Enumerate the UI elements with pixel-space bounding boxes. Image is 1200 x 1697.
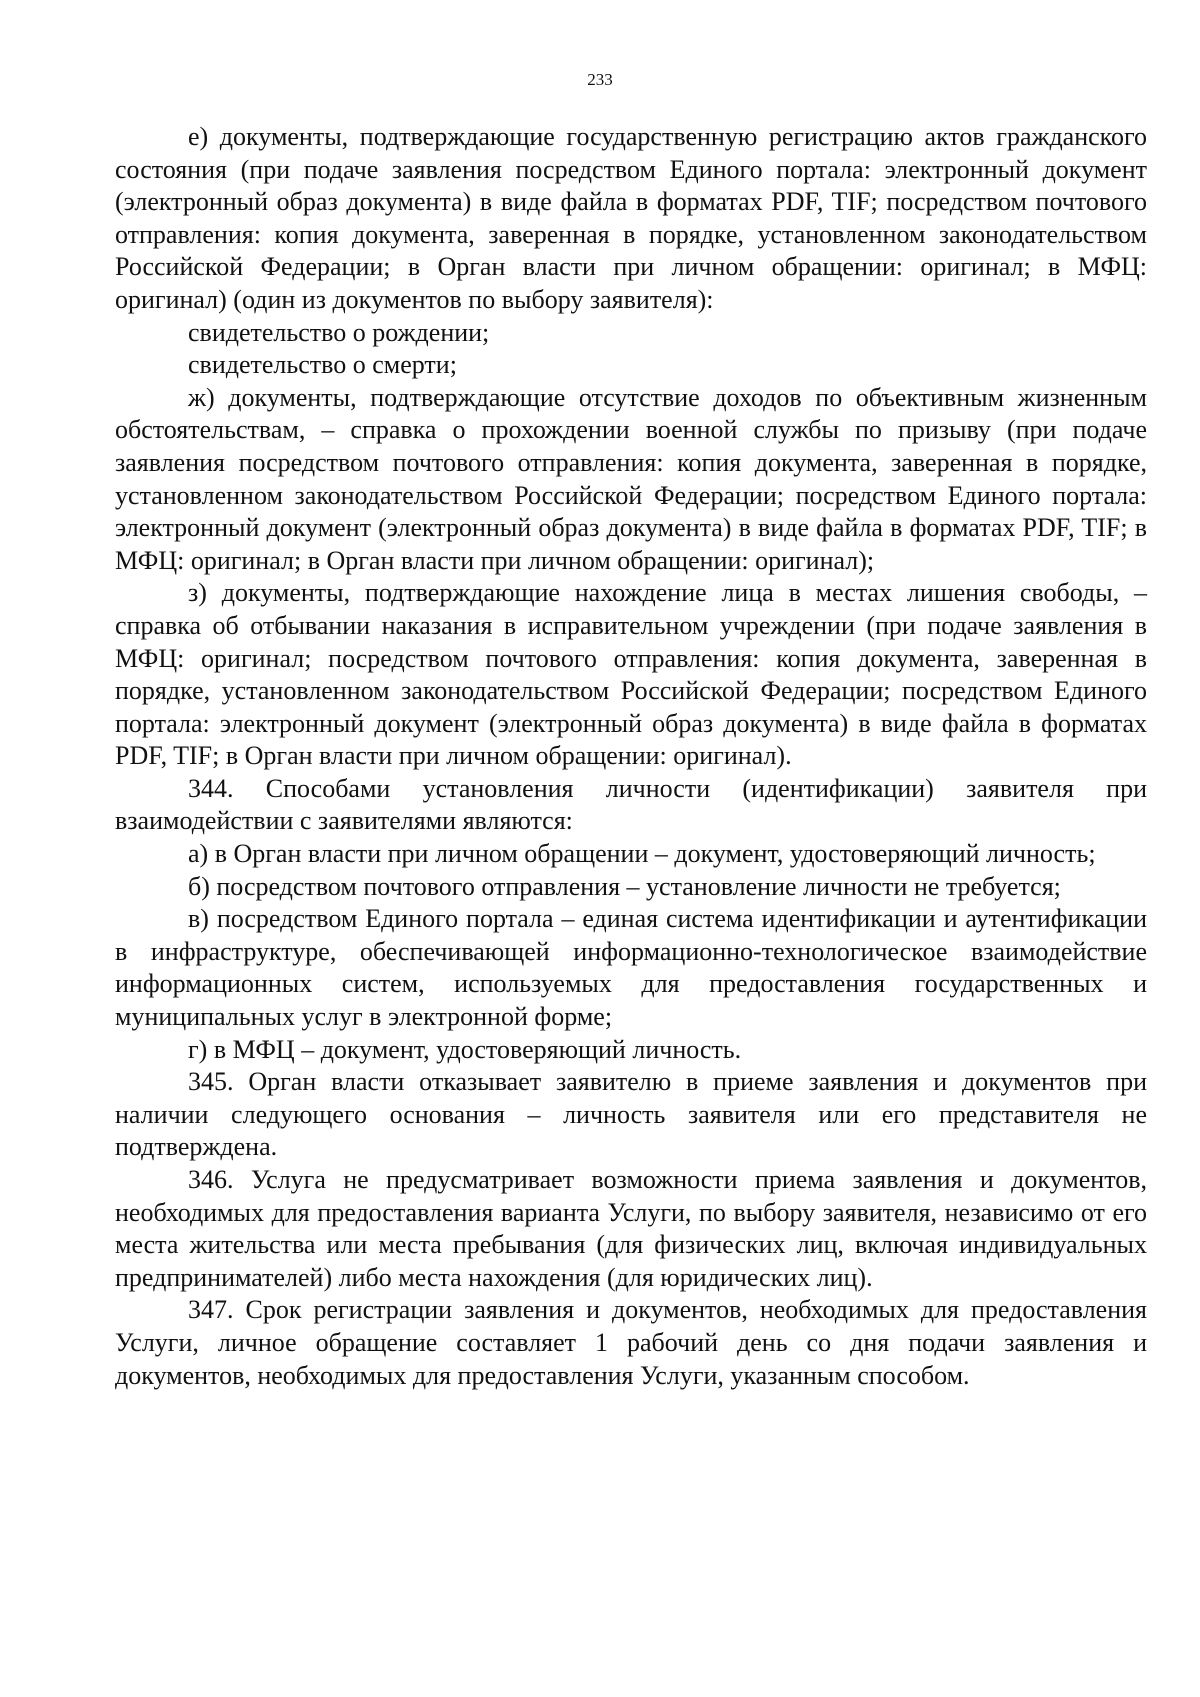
paragraph-344-a: а) в Орган власти при личном обращении – документ, удостоверяющий личность; xyxy=(188,839,1096,869)
list-item-death-certificate: свидетельство о смерти; xyxy=(188,350,457,380)
paragraph-e-documents: е) документы, подтверждающие государственную регистрацию актов гражданского состояния (при подаче заявления посредством Единого портала: электронный документ (электронный образ документа) в виде файла в форматах PDF, TIF; посредством почтового отправления: копия документа, заверенная в порядке, установленном законодательством Российской Федерации; в Орган власти при личном обращении: оригинал; в МФЦ: оригинал) (один из документов по выбору заявителя): xyxy=(115,122,1147,314)
paragraph-z-documents: з) документы, подтверждающие нахождение лица в местах лишения свободы, – справка об отбывании наказания в исправительном учреждении (при подаче заявления в МФЦ: оригинал; посредством почтового отправления: копия документа, заверенная в порядке, установленном законодательством Российской Федерации; посредством Единого портала: электронный документ (электронный образ документа) в виде файла в форматах PDF, TIF; в Орган власти при личном обращении: оригинал). xyxy=(115,578,1147,771)
paragraph-344: 344. Способами установления личности (идентификации) заявителя при взаимодействии с заявителями являются: xyxy=(115,773,1147,836)
paragraph-347: 347. Срок регистрации заявления и документов, необходимых для предоставления Услуги, личное обращение составляет 1 рабочий день со дня подачи заявления и документов, необходимых для предоставления Услуги, указанным способом. xyxy=(115,1295,1147,1390)
paragraph-346: 346. Услуга не предусматривает возможности приема заявления и документов, необходимых для предоставления варианта Услуги, по выбору заявителя, независимо от его места жительства или места пребывания (для физических лиц, включая индивидуальных предпринимателей) либо места нахождения (для юридических лиц). xyxy=(115,1165,1147,1292)
paragraph-344-b: б) посредством почтового отправления – установление личности не требуется; xyxy=(188,871,1061,901)
list-item-birth-certificate: свидетельство о рождении; xyxy=(188,317,490,347)
paragraph-344-v: в) посредством Единого портала – единая система идентификации и аутентификации в инфраструктуре, обеспечивающей информационно-технологическое взаимодействие информационных систем, используемых для предоставления государственных и муниципальных услуг в электронной форме; xyxy=(115,904,1147,1032)
paragraph-344-g: г) в МФЦ – документ, удостоверяющий личность. xyxy=(188,1034,742,1064)
paragraph-345: 345. Орган власти отказывает заявителю в приеме заявления и документов при наличии следующего основания – личность заявителя или его представителя не подтверждена. xyxy=(115,1067,1147,1162)
page-number: 233 xyxy=(587,70,613,89)
paragraph-zh-documents: ж) документы, подтверждающие отсутствие доходов по объективным жизненным обстоятельствам, – справка о прохождении военной службы по призыву (при подаче заявления посредством почтового отправления: копия документа, заверенная в порядке, установленном законодательством Российской Федерации; посредством Единого портала: электронный документ (электронный образ документа) в виде файла в форматах PDF, TIF; в МФЦ: оригинал; в Орган власти при личном обращении: оригинал); xyxy=(115,382,1147,575)
document-body xyxy=(115,121,1147,1392)
